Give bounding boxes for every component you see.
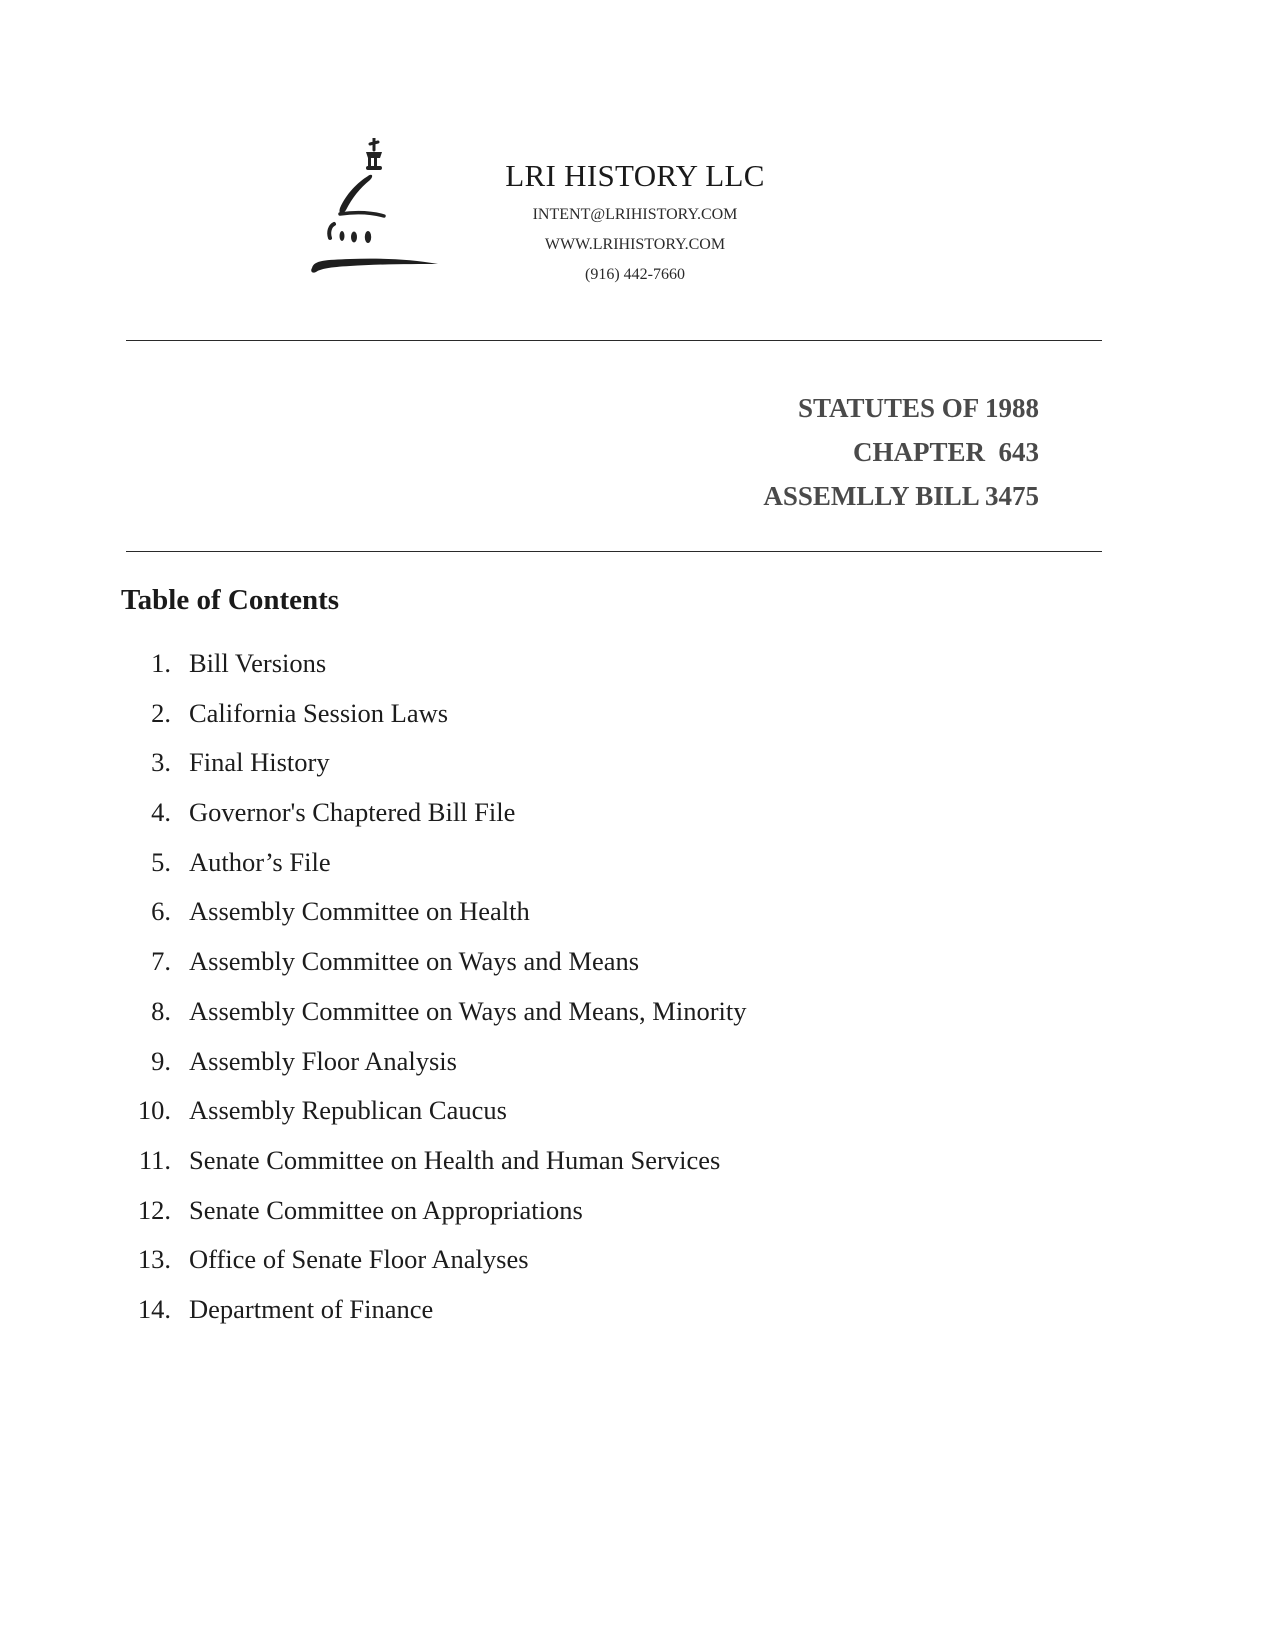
toc-title: Table of Contents [121, 584, 340, 616]
toc-item [121, 648, 747, 698]
company-info [470, 160, 800, 283]
toc-item-number: 4. [151, 797, 171, 828]
toc-item [121, 1294, 747, 1344]
toc-item-label: Department of Finance [189, 1293, 434, 1324]
toc-item [121, 1046, 747, 1096]
toc-item-number: 12. [137, 1194, 171, 1225]
company-phone: (916) 442-7660 [585, 266, 685, 283]
toc-item-label: Assembly Committee on Ways and Means, Minority [189, 995, 747, 1026]
toc-item-label: Assembly Committee on Health [189, 896, 530, 927]
toc-item-number: 8. [151, 995, 171, 1026]
statute-info [763, 386, 1039, 518]
company-website: WWW.LRIHISTORY.COM [544, 236, 726, 253]
statute-bill: ASSEMLLY BILL 3475 [763, 481, 1039, 511]
toc-item-number: 10. [137, 1095, 171, 1126]
toc-item-label: Governor's Chaptered Bill File [189, 797, 516, 828]
toc-item [121, 797, 747, 847]
toc-item-number: 9. [151, 1045, 171, 1076]
toc-item-label: Assembly Floor Analysis [189, 1045, 457, 1076]
toc-item-label: Assembly Republican Caucus [189, 1095, 507, 1126]
toc-item-label: California Session Laws [189, 697, 449, 728]
company-name: LRI HISTORY LLC [505, 158, 765, 193]
toc-item-label: Author’s File [189, 846, 331, 877]
toc-item-label: Assembly Committee on Ways and Means [189, 946, 640, 977]
toc-item [121, 1195, 747, 1245]
capitol-dome-icon [310, 138, 450, 298]
toc-item-number: 14. [137, 1293, 171, 1324]
company-email: INTENT@LRIHISTORY.COM [532, 206, 738, 223]
toc-item-label: Senate Committee on Health and Human Services [189, 1144, 721, 1175]
toc-item-number: 5. [151, 846, 171, 877]
toc-item [121, 1244, 747, 1294]
toc-list [121, 648, 747, 1344]
toc-item [121, 896, 747, 946]
toc-item-number: 6. [151, 896, 171, 927]
toc-item-number: 11. [138, 1144, 171, 1175]
toc-item-label: Senate Committee on Appropriations [189, 1194, 583, 1225]
toc-item [121, 946, 747, 996]
toc-item [121, 747, 747, 797]
statute-year: STATUTES OF 1988 [797, 393, 1039, 423]
toc-item-number: 7. [151, 946, 171, 977]
toc-item [121, 1095, 747, 1145]
toc-item-number: 13. [137, 1244, 171, 1275]
statute-chapter: CHAPTER 643 [852, 437, 1039, 467]
toc-item-label: Office of Senate Floor Analyses [189, 1244, 529, 1275]
toc-item [121, 1145, 747, 1195]
toc-item [121, 996, 747, 1046]
toc-item-label: Final History [189, 747, 330, 778]
toc-item [121, 847, 747, 897]
bottom-divider [126, 551, 1102, 552]
toc-item [121, 698, 747, 748]
toc-item-label: Bill Versions [189, 648, 327, 678]
top-divider [126, 340, 1102, 341]
toc-item-number: 2. [151, 697, 171, 728]
toc-item-number: 1. [151, 648, 171, 678]
toc-item-number: 3. [151, 747, 171, 778]
